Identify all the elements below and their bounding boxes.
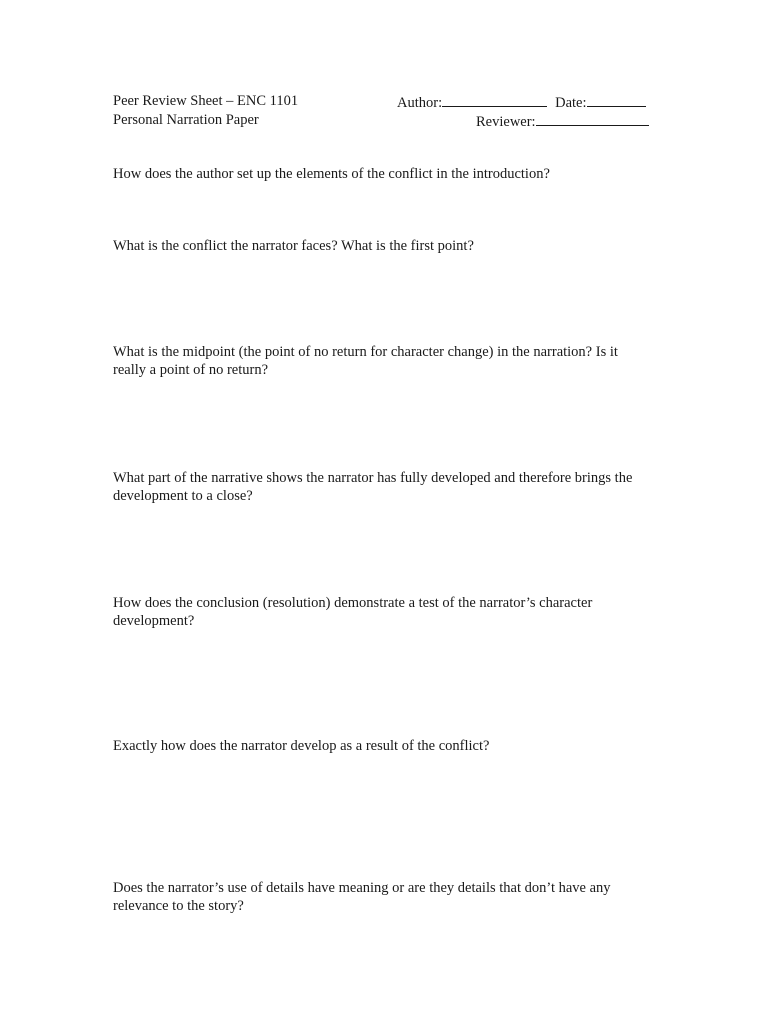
question-2: What is the conflict the narrator faces? What is the first point? (113, 238, 474, 254)
author-label: Author: (397, 95, 443, 111)
sheet-title: Peer Review Sheet – ENC 1101 (113, 93, 299, 109)
question-3: What is the midpoint (the point of no return for character change) in the narration? Is it really a point of no return? (113, 344, 618, 378)
question-6: Exactly how does the narrator develop as a result of the conflict? (113, 738, 490, 754)
reviewer-line (476, 112, 649, 131)
paper-title: Personal Narration Paper (113, 112, 259, 128)
date-label: Date: (555, 95, 587, 111)
author-field[interactable] (442, 93, 547, 107)
question-1: How does the author set up the elements of the conflict in the introduction? (113, 166, 550, 182)
question-7: Does the narrator’s use of details have meaning or are they details that don’t have any relevance to the story? (113, 880, 611, 914)
reviewer-field[interactable] (536, 112, 649, 126)
date-field[interactable] (587, 93, 646, 107)
author-date-line (397, 93, 646, 112)
reviewer-label: Reviewer: (476, 114, 536, 130)
question-4: What part of the narrative shows the narrator has fully developed and therefore brings the development to a close? (113, 470, 633, 504)
question-5: How does the conclusion (resolution) demonstrate a test of the narrator’s character development? (113, 595, 593, 629)
